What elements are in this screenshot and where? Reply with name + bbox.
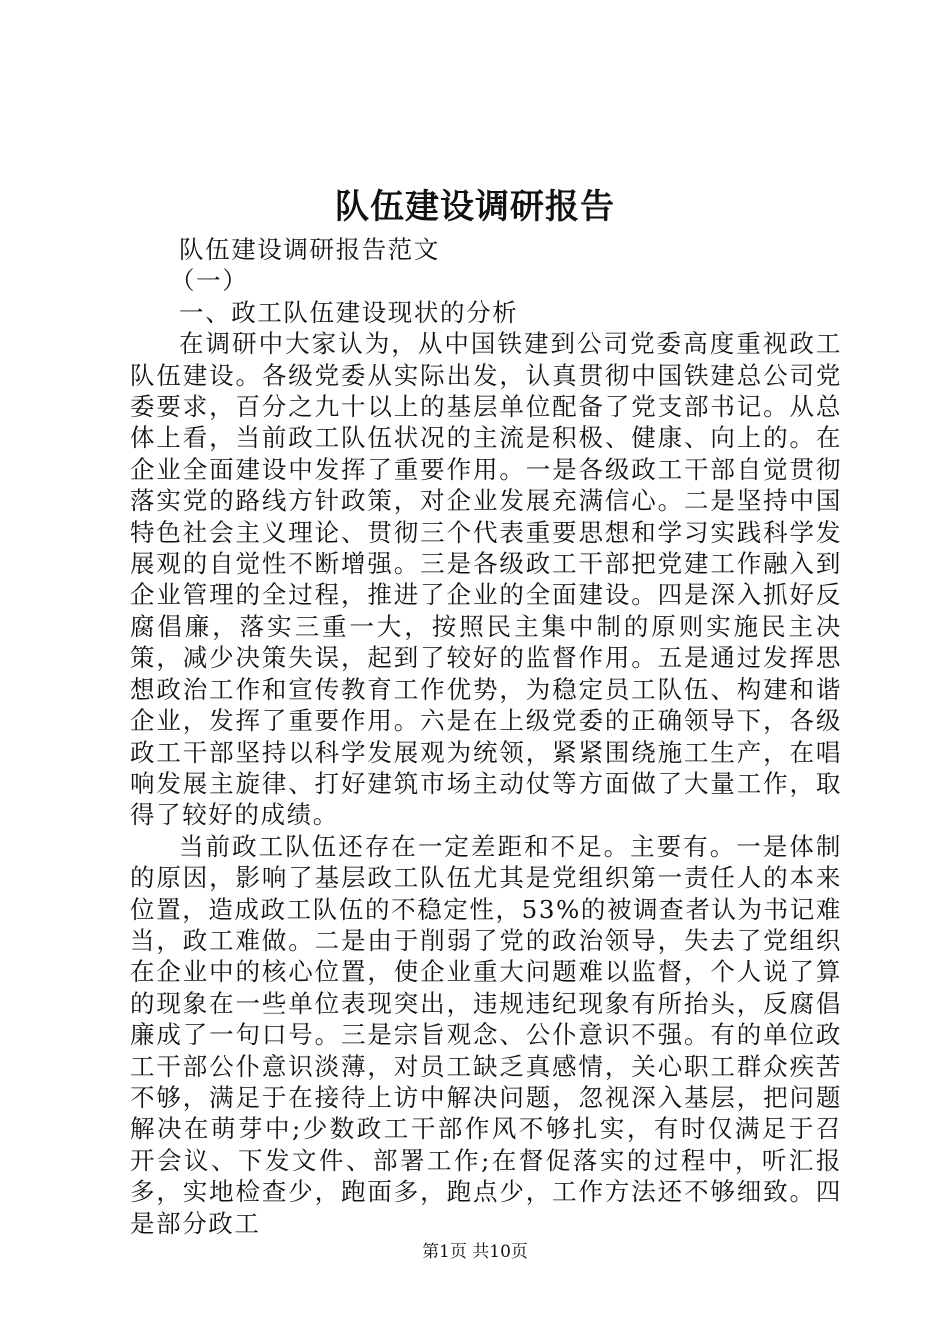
body-paragraph-2: 当前政工队伍还存在一定差距和不足。主要有。一是体制的原因，影响了基层政工队伍尤其是党组织第一责任人的本来位置，造成政工队伍的不稳定性，53%的被调查者认为书记难当，政工难做。二是由于削弱了党的政治领导，失去了党组织在企业中的核心位置，使企业重大问题难以监督，个人说了算的现象在一些单位表现突出，违规违纪现象有所抬头，反腐倡廉成了一句口号。三是宗旨观念、公仆意识不强。有的单位政工干部公仆意识淡薄，对员工缺乏真感情，关心职工群众疾苦不够，满足于在接待上访中解决问题，忽视深入基层，把问题解决在萌芽中;少数政工干部作风不够扎实，有时仅满足于召开会议、下发文件、部署工作;在督促落实的过程中，听汇报多，实地检查少，跑面多，跑点少，工作方法还不够细致。四是部分政工 bbox=[130, 831, 842, 1238]
section-heading: 一、政工队伍建设现状的分析 bbox=[179, 297, 519, 327]
body-paragraph-1: 在调研中大家认为，从中国铁建到公司党委高度重视政工队伍建设。各级党委从实际出发，认真贯彻中国铁建总公司党委要求，百分之九十以上的基层单位配备了党支部书记。从总体上看，当前政工队伍状况的主流是积极、健康、向上的。在企业全面建设中发挥了重要作用。一是各级政工干部自觉贯彻落实党的路线方针政策，对企业发展充满信心。二是坚持中国特色社会主义理论、贯彻三个代表重要思想和学习实践科学发展观的自觉性不断增强。三是各级政工干部把党建工作融入到企业管理的全过程，推进了企业的全面建设。四是深入抓好反腐倡廉，落实三重一大，按照民主集中制的原则实施民主决策，减少决策失误，起到了较好的监督作用。五是通过发挥思想政治工作和宣传教育工作优势，为稳定员工队伍、构建和谐企业，发挥了重要作用。六是在上级党委的正确领导下，各级政工干部坚持以科学发展观为统领，紧紧围绕施工生产，在唱响发展主旋律、打好建筑市场主动仗等方面做了大量工作，取得了较好的成绩。 bbox=[130, 329, 842, 830]
document-title: 队伍建设调研报告 bbox=[335, 187, 615, 227]
document-subtitle: 队伍建设调研报告范文 bbox=[179, 235, 440, 264]
document-body bbox=[130, 234, 842, 1239]
section-marker: （一） bbox=[170, 266, 249, 296]
page-footer: 第1页 共10页 bbox=[422, 1242, 528, 1262]
